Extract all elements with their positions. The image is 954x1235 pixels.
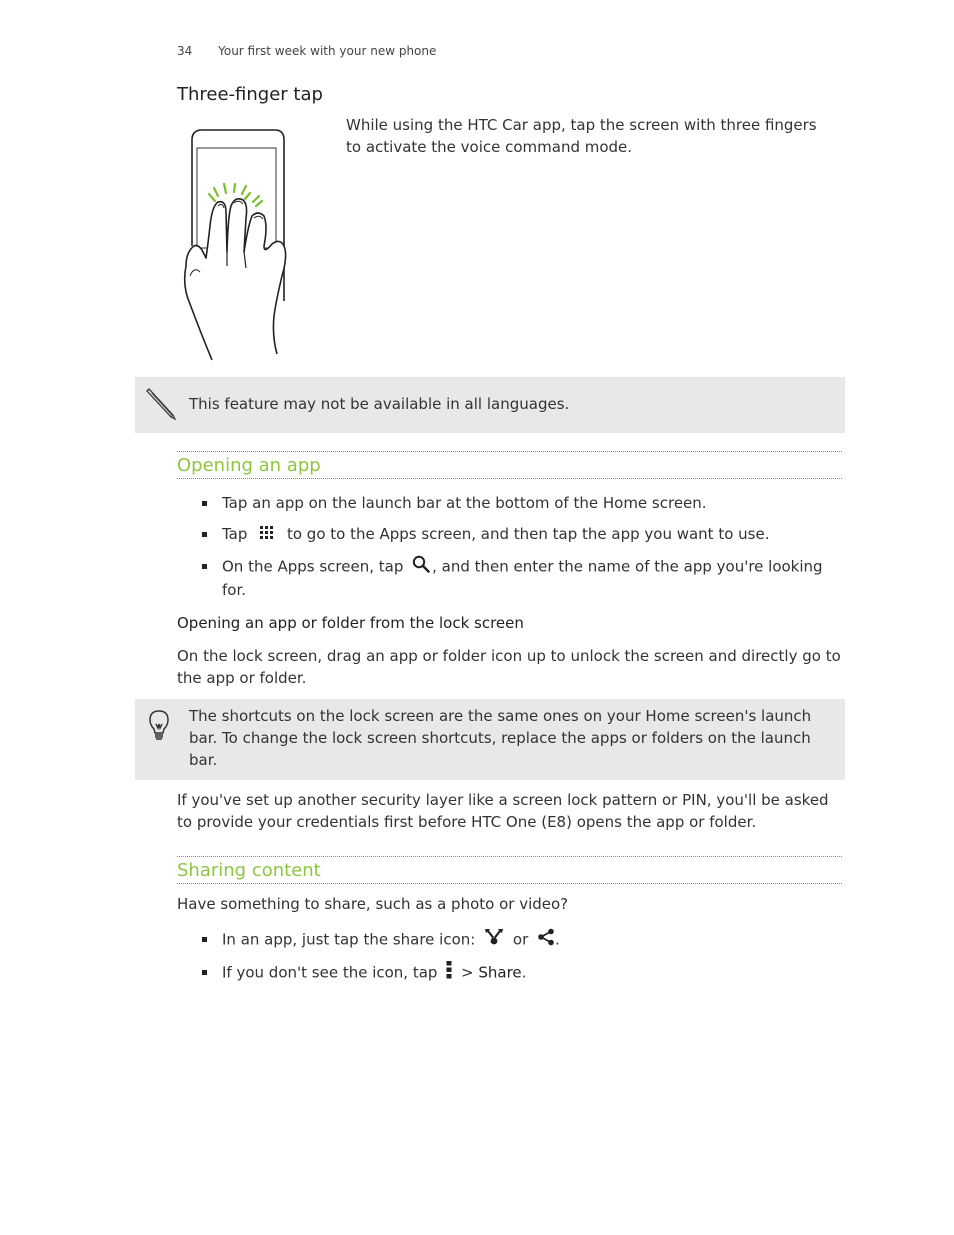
- section-title: Sharing content: [177, 860, 321, 881]
- note-text: This feature may not be available in all languages.: [189, 395, 570, 413]
- lock-screen-text: On the lock screen, drag an app or folder icon up to unlock the screen and directly go to the app or folder.: [177, 647, 841, 687]
- apps-grid-icon: [260, 524, 274, 546]
- bullet-marker: [202, 970, 207, 975]
- bullet-marker: [202, 937, 207, 942]
- page-header: [177, 44, 436, 58]
- share-menu-label: Share: [478, 963, 522, 982]
- bullet-text: .: [521, 963, 527, 982]
- more-vertical-icon: [446, 961, 452, 985]
- bullet-text: Tap an app on the launch bar at the bottom of the Home screen.: [222, 494, 707, 512]
- search-icon: [412, 555, 430, 579]
- bullet-text: to go to the Apps screen, and then tap the app you want to use.: [286, 525, 770, 543]
- tip-box: [135, 699, 845, 780]
- pencil-icon: [143, 387, 177, 425]
- lock-screen-heading: Opening an app or folder from the lock screen: [177, 614, 524, 632]
- share-fork-icon: [484, 928, 504, 952]
- list-item: [200, 523, 840, 546]
- section-title: Opening an app: [177, 455, 321, 476]
- chapter-title: Your first week with your new phone: [218, 44, 437, 58]
- bullet-text: >: [461, 963, 474, 982]
- bullet-text: In an app, just tap the share icon:: [222, 930, 476, 949]
- bullet-marker: [202, 564, 207, 569]
- list-item: [200, 492, 840, 514]
- list-item: [200, 961, 840, 985]
- hand-tap-icon: [180, 126, 295, 362]
- page-number: 34: [177, 44, 193, 58]
- bullet-marker: [202, 501, 207, 506]
- bullet-text: Tap: [222, 525, 248, 543]
- bullet-text: On the Apps screen, tap: [222, 557, 404, 575]
- lightbulb-icon: [147, 709, 171, 747]
- section-sharing-content: [177, 856, 842, 884]
- bullet-text: , and then enter the name of the app you're looking for.: [222, 557, 823, 599]
- three-finger-illustration: [180, 126, 295, 362]
- bullet-text: If you don't see the icon, tap: [222, 963, 438, 982]
- sharing-list: [200, 928, 840, 994]
- security-text: If you've set up another security layer like a screen lock pattern or PIN, you'll be asked to provide your credentials first before HTC One (E8) opens the app or folder.: [177, 791, 829, 831]
- list-item: [200, 928, 840, 952]
- share-icon: [537, 928, 555, 952]
- three-finger-heading: Three-finger tap: [177, 84, 323, 105]
- note-box: [135, 377, 845, 433]
- list-item: [200, 555, 840, 601]
- bullet-marker: [202, 532, 207, 537]
- section-opening-an-app: [177, 451, 842, 479]
- tip-text: The shortcuts on the lock screen are the same ones on your Home screen's launch bar. To change the lock screen shortcuts, replace the apps or folders on the launch bar.: [189, 707, 812, 769]
- three-finger-text: While using the HTC Car app, tap the screen with three fingers to activate the voice command mode.: [346, 116, 817, 156]
- opening-app-list: [200, 492, 840, 610]
- sharing-intro: Have something to share, such as a photo or video?: [177, 895, 569, 913]
- bullet-text: or: [512, 930, 529, 949]
- bullet-text: .: [555, 930, 560, 949]
